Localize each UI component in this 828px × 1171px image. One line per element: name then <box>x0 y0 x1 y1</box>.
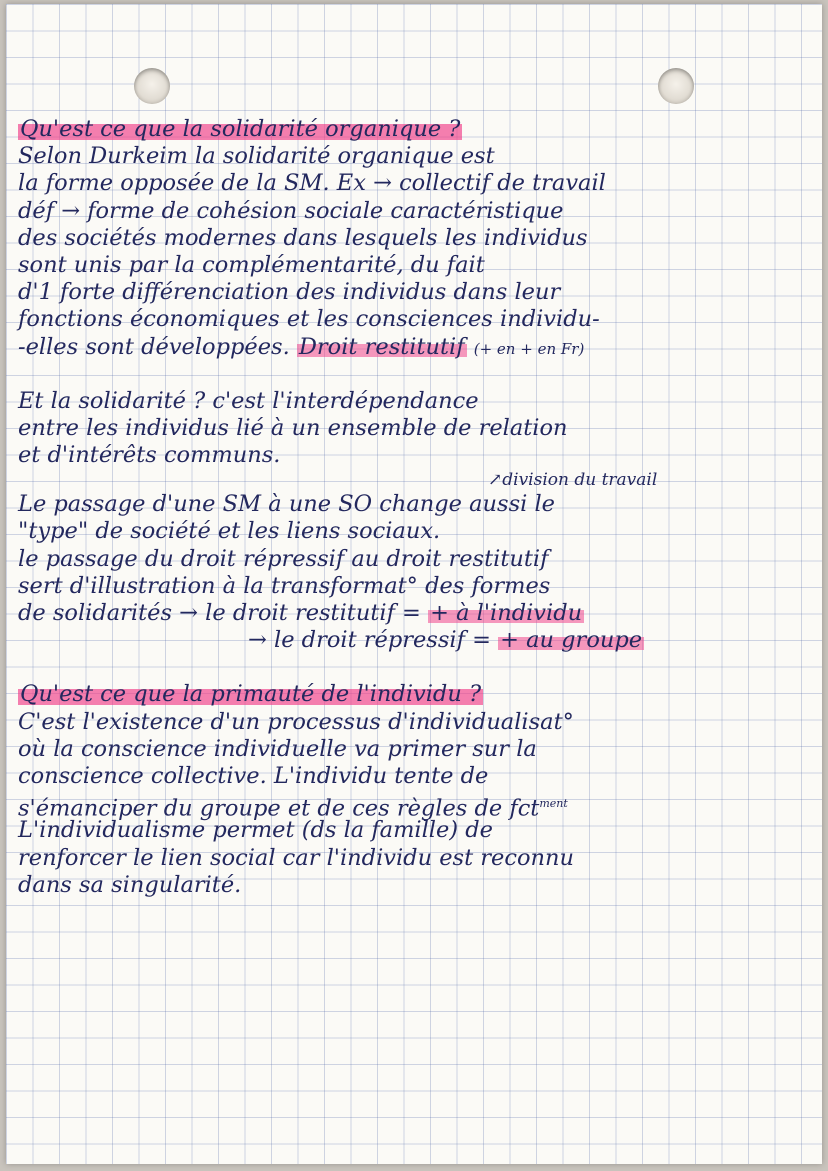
handwritten-notes <box>18 116 818 899</box>
punch-hole-right <box>658 68 694 104</box>
note-line: la forme opposée de la SM. Ex → collectif de travail <box>18 170 606 197</box>
note-line: conscience collective. L'individu tente de <box>18 762 489 789</box>
question-title-organic-solidarity: Qu'est ce que la solidarité organique ? <box>20 116 461 142</box>
note-line: sert d'illustration à la transformat° des formes <box>18 572 551 599</box>
keyword-highlight: + au groupe <box>500 627 643 654</box>
note-line: Selon Durkeim la solidarité organique est <box>18 143 495 170</box>
note-line: le passage du droit répressif au droit restitutif <box>18 545 549 572</box>
note-line: "type" de société et les liens sociaux. <box>18 518 441 545</box>
note-line: C'est l'existence d'un processus d'individualisat° <box>18 708 574 735</box>
note-line: L'individualisme permet (ds la famille) de <box>18 817 493 844</box>
note-line: de solidarités → le droit restitutif = + à l'individu <box>18 600 583 626</box>
note-line: → le droit répressif = + au groupe <box>248 627 643 654</box>
note-line: fonctions économiques et les consciences individu- <box>18 306 600 333</box>
note-line: d'1 forte différenciation des individus dans leur <box>18 279 561 306</box>
note-line: des sociétés modernes dans lesquels les individus <box>18 224 588 251</box>
margin-annotation: ↗division du travail <box>488 470 658 491</box>
note-line: Le passage d'une SM à une SO change aussi le <box>18 491 556 518</box>
note-line: dans sa singularité. <box>18 871 242 898</box>
note-line: sont unis par la complémentarité, du fait <box>18 251 485 278</box>
note-line: -elles sont développées. Droit restitutif (+ en + en Fr) <box>18 333 585 360</box>
note-line: renforcer le lien social car l'individu est reconnu <box>18 844 574 871</box>
question-title-individual-primacy: Qu'est ce que la primauté de l'individu ? <box>20 681 482 708</box>
note-line: Et la solidarité ? c'est l'interdépendance <box>18 387 479 414</box>
note-line: où la conscience individuelle va primer sur la <box>18 735 537 762</box>
note-line: s'émanciper du groupe et de ces règles de fct$^{ment}$ <box>18 795 568 822</box>
notebook-page <box>6 4 822 1164</box>
keyword-highlight: + à l'individu <box>430 600 583 626</box>
note-line: entre les individus lié à un ensemble de relation <box>18 414 568 441</box>
note-line: déf → forme de cohésion sociale caractéristique <box>18 197 564 224</box>
note-line: et d'intérêts communs. <box>18 442 281 469</box>
punch-hole-left <box>134 68 170 104</box>
keyword-highlight: Droit restitutif <box>298 333 465 360</box>
